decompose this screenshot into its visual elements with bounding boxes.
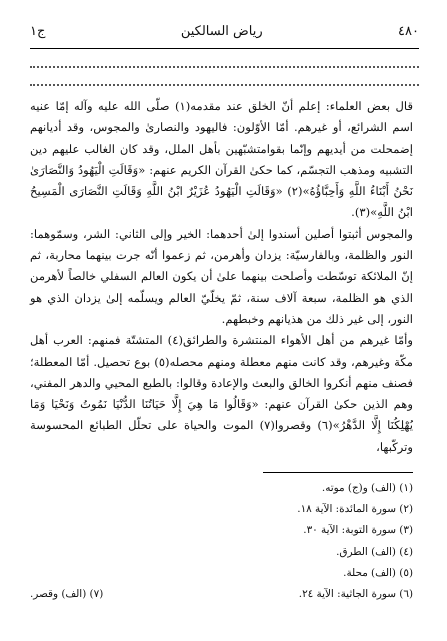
volume-label: ج١ — [30, 23, 46, 39]
footnote-1: (١) (الف) و(ج) موته. — [321, 482, 413, 494]
footnotes — [30, 478, 413, 605]
header-rule — [30, 48, 419, 49]
footnote-3: (٣) سورة التوبة: الآية ٣٠. — [303, 524, 413, 537]
footnote-7: (٧) (الف) وقصر. — [30, 588, 104, 601]
footnote-2: (٢) سورة المائدة: الآية ١٨. — [297, 503, 413, 516]
footnote-row-last — [30, 584, 413, 605]
footnote-separator — [263, 472, 413, 473]
footnote-6: (٦) سورة الجاثية: الآية ٢٤. — [298, 588, 413, 601]
page-number: ٤٨٠ — [398, 23, 419, 39]
paragraph-1: قال بعض العلماء: إعلم أنّ الخلق عند مقدمه(١) صلّى الله عليه وآله إمّا عنيه اسم الشرائع، أو غيرهم. أمّا الأوّلون: فاليهود والنصارىٰ والمجوس، وقد أديانهم إضمحلت من أيديهم وإنّما بقوامتشبّهين بأهل الملل، وقد كان الغالب عليهم دين التشبيه ومذهب التجسّم، كما حكىٰ القرآن الكريم عنهم: «وَقَالَتِ الْيَهُودُ وَالنَّصَارَىٰ نَحْنُ أَبْنَاءُ اللَّهِ وَأَحِبَّاؤُهُ»(٢) «وَقَالَتِ الْيَهُودُ عُزَيْرٌ ابْنُ اللَّهِ وَقَالَتِ النَّصَارَى الْمَسِيحُ ابْنُ اللَّهِ»(٣). — [30, 99, 414, 220]
paragraph-2: والمجوس أثبتوا أصلين أسندوا إلىٰ أحدهما: الخير وإلى الثاني: الشر، وسمّوهما: النور والظلمة، وبالفارسيّة: يزدان وأهرمن، ثم زعموا أنّه جرت بينهما محاربة، ثم إنّ الملائكة توسّطت وأصلحت بينهما علىٰ أن يكون العالم السفلي خالصاً لأهرمن الذي هو الظلمة، سبعة آلاف سنة، ثمّ يخلّيّ العالم ويسلّمه إلىٰ يزدان الذي هو النور، إلى غير ذلك من هذيانهم وخبطهم. — [30, 226, 413, 326]
page-header — [30, 20, 419, 42]
running-title: رياض السالكين — [180, 23, 263, 39]
footnote-4: (٤) (الف) الطرق. — [336, 545, 413, 558]
dotted-divider-1 — [30, 66, 419, 68]
footnote-5: (٥) (الف) محلة. — [343, 566, 413, 579]
main-text — [30, 96, 413, 458]
dotted-divider-2 — [30, 84, 419, 86]
paragraph-3: وأمّا غيرهم من أهل الأهواء المنتشرة والطرائق(٤) المتشتّة فمنهم: العرب أهل مكّة وغيرهم، وقد كانت منهم معطلة ومنهم محصله(٥) بوع تحصيل. أمّا المعطلة؛ فصنف منهم أنكروا الخالق والبعث والإعادة وقالوا: بالطبع المحيي والدهر المفني، وهم الذين حكىٰ القرآن عنهم: «وَقَالُوا مَا هِيَ إِلَّا حَيَاتُنَا الدُّنْيَا نَمُوتُ وَنَحْيَا وَمَا يُهْلِكُنَا إِلَّا الدَّهْرُ»(٦) وقصروا(٧) الموت والحياة على تحلّل الطبائع المحسوسة وتركّبها، — [30, 333, 413, 454]
